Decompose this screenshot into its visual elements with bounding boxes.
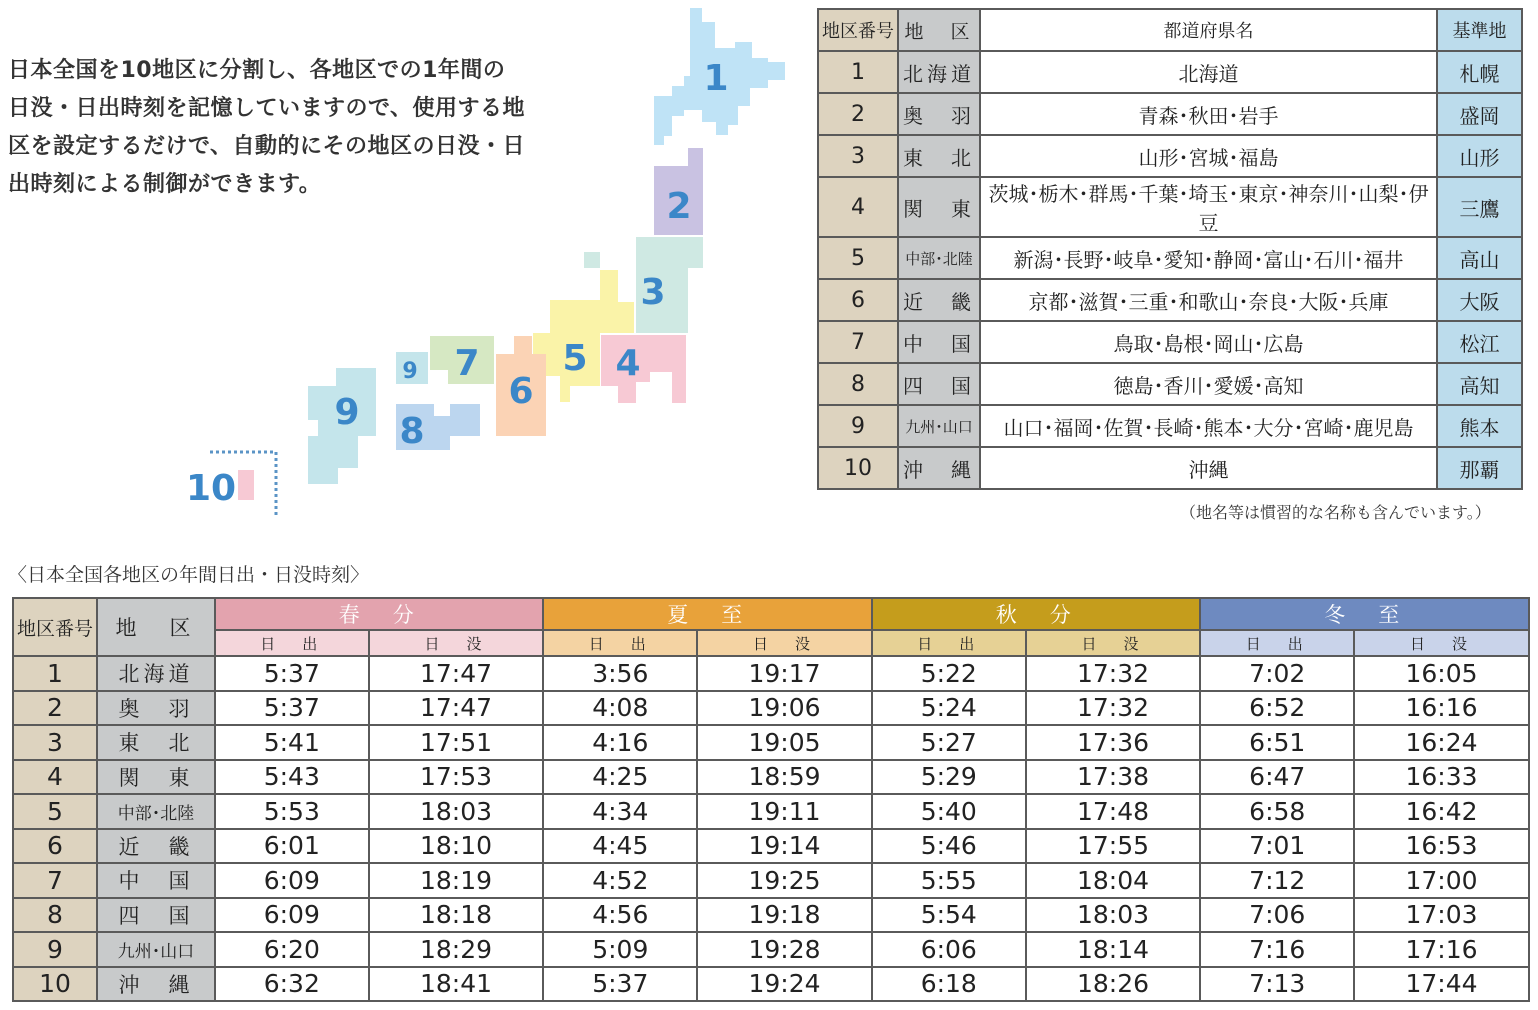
header-summer-sunset: 日 没	[697, 630, 872, 656]
time-autumn-sunset: 18:03	[1026, 898, 1201, 933]
region-number: 10	[818, 447, 898, 489]
time-autumn-sunset: 17:36	[1026, 725, 1201, 760]
time-row	[13, 691, 1529, 726]
time-autumn-sunset: 17:55	[1026, 829, 1201, 864]
region-row	[818, 321, 1522, 363]
header-region-number: 地区番号	[818, 9, 898, 51]
header-spring-equinox: 春 分	[215, 598, 543, 630]
time-row	[13, 760, 1529, 795]
time-region-number: 4	[13, 760, 97, 795]
time-region-number: 6	[13, 829, 97, 864]
map-label-9: 9	[334, 392, 360, 433]
region-reference-city: 山形	[1437, 135, 1522, 177]
time-spring-sunrise: 6:09	[215, 898, 369, 933]
region-number: 7	[818, 321, 898, 363]
time-winter-sunset: 17:16	[1354, 932, 1529, 967]
header-autumn-sunset: 日 没	[1026, 630, 1201, 656]
time-row	[13, 725, 1529, 760]
region-prefectures: 茨城･栃木･群馬･千葉･埼玉･東京･神奈川･山梨･伊豆	[980, 177, 1437, 237]
time-summer-sunrise: 4:34	[543, 794, 697, 829]
time-table-title: 〈日本全国各地区の年間日出・日没時刻〉	[8, 564, 370, 586]
region-prefectures: 徳島･香川･愛媛･高知	[980, 363, 1437, 405]
region-reference-city: 大阪	[1437, 279, 1522, 321]
time-summer-sunset: 19:11	[697, 794, 872, 829]
time-spring-sunrise: 5:53	[215, 794, 369, 829]
time-summer-sunrise: 5:37	[543, 967, 697, 1002]
time-region-number: 2	[13, 691, 97, 726]
region-prefectures: 沖縄	[980, 447, 1437, 489]
time-region-name: 四 国	[97, 898, 215, 933]
time-summer-sunrise: 4:56	[543, 898, 697, 933]
region-prefectures: 山形･宮城･福島	[980, 135, 1437, 177]
time-region-number: 10	[13, 967, 97, 1002]
region-name: 奥 羽	[898, 93, 980, 135]
map-shape-4	[601, 335, 686, 403]
region-reference-city: 松江	[1437, 321, 1522, 363]
time-spring-sunset: 18:03	[369, 794, 544, 829]
map-region-9	[308, 368, 376, 484]
time-spring-sunrise: 6:09	[215, 863, 369, 898]
region-table	[817, 8, 1523, 490]
time-winter-sunset: 17:44	[1354, 967, 1529, 1002]
region-number: 2	[818, 93, 898, 135]
header-region-name: 地 区	[97, 598, 215, 656]
time-region-name: 北海道	[97, 656, 215, 691]
region-prefectures: 青森･秋田･岩手	[980, 93, 1437, 135]
region-prefectures: 新潟･長野･岐阜･愛知･静岡･富山･石川･福井	[980, 237, 1437, 279]
time-region-name: 沖 縄	[97, 967, 215, 1002]
region-row	[818, 177, 1522, 237]
time-winter-sunset: 16:53	[1354, 829, 1529, 864]
time-region-name: 関 東	[97, 760, 215, 795]
time-summer-sunset: 19:24	[697, 967, 872, 1002]
region-name: 九州･山口	[898, 405, 980, 447]
region-prefectures: 鳥取･島根･岡山･広島	[980, 321, 1437, 363]
time-summer-sunset: 19:17	[697, 656, 872, 691]
map-label-6: 6	[508, 371, 534, 412]
region-reference-city: 札幌	[1437, 51, 1522, 93]
region-name: 関 東	[898, 177, 980, 237]
time-spring-sunset: 17:47	[369, 656, 544, 691]
time-winter-sunset: 16:16	[1354, 691, 1529, 726]
time-autumn-sunrise: 5:24	[872, 691, 1026, 726]
time-autumn-sunrise: 6:06	[872, 932, 1026, 967]
time-autumn-sunrise: 5:55	[872, 863, 1026, 898]
header-autumn-sunrise: 日 出	[872, 630, 1026, 656]
map-label-5: 5	[562, 338, 588, 379]
region-number: 3	[818, 135, 898, 177]
region-prefectures: 山口･福岡･佐賀･長崎･熊本･大分･宮崎･鹿児島	[980, 405, 1437, 447]
time-region-name: 中部･北陸	[97, 794, 215, 829]
time-region-name: 東 北	[97, 725, 215, 760]
map-label-4: 4	[615, 343, 641, 384]
region-row	[818, 363, 1522, 405]
time-row	[13, 898, 1529, 933]
region-row	[818, 51, 1522, 93]
sunrise-sunset-table	[12, 597, 1530, 1002]
time-spring-sunrise: 5:43	[215, 760, 369, 795]
time-summer-sunrise: 4:08	[543, 691, 697, 726]
time-summer-sunset: 19:14	[697, 829, 872, 864]
region-row	[818, 279, 1522, 321]
region-name: 四 国	[898, 363, 980, 405]
time-autumn-sunset: 18:14	[1026, 932, 1201, 967]
time-spring-sunrise: 6:01	[215, 829, 369, 864]
intro-text: 日本全国を10地区に分割し、各地区での1年間の 日没・日出時刻を記憶していますので、使用する地 区を設定するだけで、自動的にその地区の日没・日 出時刻による制御ができます。	[8, 58, 526, 197]
region-reference-city: 三鷹	[1437, 177, 1522, 237]
map-region-8	[396, 404, 480, 452]
time-winter-sunset: 16:33	[1354, 760, 1529, 795]
region-reference-city: 高知	[1437, 363, 1522, 405]
region-reference-city: 高山	[1437, 237, 1522, 279]
footnote: （地名等は慣習的な名称も含んでいます。）	[1180, 503, 1491, 522]
japan-region-map	[185, 5, 795, 525]
region-name: 沖 縄	[898, 447, 980, 489]
time-autumn-sunrise: 5:22	[872, 656, 1026, 691]
map-label-10: 10	[185, 468, 237, 509]
header-region-number: 地区番号	[13, 598, 97, 656]
region-number: 1	[818, 51, 898, 93]
header-spring-sunrise: 日 出	[215, 630, 369, 656]
time-region-name: 近 畿	[97, 829, 215, 864]
time-region-name: 九州･山口	[97, 932, 215, 967]
time-winter-sunrise: 6:47	[1200, 760, 1354, 795]
time-winter-sunrise: 7:12	[1200, 863, 1354, 898]
region-row	[818, 135, 1522, 177]
time-winter-sunset: 16:42	[1354, 794, 1529, 829]
header-winter-sunset: 日 没	[1354, 630, 1529, 656]
map-region-7	[396, 336, 494, 384]
header-summer-solstice: 夏 至	[543, 598, 871, 630]
time-winter-sunrise: 6:52	[1200, 691, 1354, 726]
region-number: 9	[818, 405, 898, 447]
time-winter-sunrise: 6:58	[1200, 794, 1354, 829]
map-region-4	[601, 335, 686, 403]
time-region-number: 7	[13, 863, 97, 898]
header-winter-solstice: 冬 至	[1200, 598, 1529, 630]
time-region-name: 中 国	[97, 863, 215, 898]
map-region-2	[654, 148, 703, 235]
time-winter-sunset: 17:03	[1354, 898, 1529, 933]
header-reference-city: 基準地	[1437, 9, 1522, 51]
time-summer-sunrise: 4:16	[543, 725, 697, 760]
time-summer-sunrise: 3:56	[543, 656, 697, 691]
map-shape-10	[238, 470, 254, 500]
map-label-1: 1	[703, 58, 729, 99]
time-region-number: 9	[13, 932, 97, 967]
map-label-9-yamaguchi: 9	[402, 359, 418, 384]
region-row	[818, 447, 1522, 489]
time-region-number: 3	[13, 725, 97, 760]
time-summer-sunset: 18:59	[697, 760, 872, 795]
time-summer-sunset: 19:25	[697, 863, 872, 898]
map-label-7: 7	[454, 343, 480, 384]
region-reference-city: 盛岡	[1437, 93, 1522, 135]
time-autumn-sunset: 17:38	[1026, 760, 1201, 795]
region-number: 8	[818, 363, 898, 405]
time-spring-sunrise: 5:37	[215, 691, 369, 726]
map-region-10	[186, 452, 276, 516]
time-region-name: 奥 羽	[97, 691, 215, 726]
time-summer-sunrise: 5:09	[543, 932, 697, 967]
time-spring-sunset: 18:18	[369, 898, 544, 933]
time-winter-sunset: 16:05	[1354, 656, 1529, 691]
region-name: 中部･北陸	[898, 237, 980, 279]
time-spring-sunset: 18:10	[369, 829, 544, 864]
time-autumn-sunset: 17:32	[1026, 691, 1201, 726]
region-number: 6	[818, 279, 898, 321]
region-prefectures: 京都･滋賀･三重･和歌山･奈良･大阪･兵庫	[980, 279, 1437, 321]
region-reference-city: 熊本	[1437, 405, 1522, 447]
region-reference-city: 那覇	[1437, 447, 1522, 489]
time-spring-sunrise: 5:37	[215, 656, 369, 691]
time-autumn-sunset: 17:48	[1026, 794, 1201, 829]
time-autumn-sunset: 18:04	[1026, 863, 1201, 898]
time-region-number: 8	[13, 898, 97, 933]
map-label-2: 2	[666, 186, 692, 227]
region-prefectures: 北海道	[980, 51, 1437, 93]
time-region-number: 5	[13, 794, 97, 829]
time-row	[13, 863, 1529, 898]
map-label-3: 3	[640, 272, 666, 313]
time-winter-sunrise: 7:01	[1200, 829, 1354, 864]
season-header-row	[13, 598, 1529, 630]
time-row	[13, 932, 1529, 967]
region-row	[818, 93, 1522, 135]
header-spring-sunset: 日 没	[369, 630, 544, 656]
time-winter-sunrise: 7:02	[1200, 656, 1354, 691]
time-summer-sunrise: 4:52	[543, 863, 697, 898]
time-summer-sunrise: 4:45	[543, 829, 697, 864]
time-summer-sunset: 19:05	[697, 725, 872, 760]
time-summer-sunset: 19:18	[697, 898, 872, 933]
region-name: 近 畿	[898, 279, 980, 321]
time-winter-sunrise: 7:16	[1200, 932, 1354, 967]
time-winter-sunset: 17:00	[1354, 863, 1529, 898]
time-region-number: 1	[13, 656, 97, 691]
time-autumn-sunrise: 5:29	[872, 760, 1026, 795]
sub-header-row	[13, 630, 1529, 656]
header-prefectures: 都道府県名	[980, 9, 1437, 51]
time-winter-sunrise: 7:13	[1200, 967, 1354, 1002]
time-spring-sunset: 18:19	[369, 863, 544, 898]
header-region-name: 地 区	[898, 9, 980, 51]
time-row	[13, 829, 1529, 864]
region-table-header	[818, 9, 1522, 51]
region-row	[818, 237, 1522, 279]
header-winter-sunrise: 日 出	[1200, 630, 1354, 656]
region-number: 4	[818, 177, 898, 237]
region-name: 中 国	[898, 321, 980, 363]
time-winter-sunrise: 7:06	[1200, 898, 1354, 933]
time-spring-sunset: 17:51	[369, 725, 544, 760]
map-label-8: 8	[399, 411, 425, 452]
time-summer-sunrise: 4:25	[543, 760, 697, 795]
region-row	[818, 405, 1522, 447]
time-summer-sunset: 19:06	[697, 691, 872, 726]
region-name: 北海道	[898, 51, 980, 93]
time-autumn-sunrise: 5:54	[872, 898, 1026, 933]
map-region-1	[654, 8, 785, 145]
time-autumn-sunset: 18:26	[1026, 967, 1201, 1002]
header-summer-sunrise: 日 出	[543, 630, 697, 656]
time-autumn-sunset: 17:32	[1026, 656, 1201, 691]
time-row	[13, 967, 1529, 1002]
time-winter-sunset: 16:24	[1354, 725, 1529, 760]
time-spring-sunrise: 5:41	[215, 725, 369, 760]
time-spring-sunset: 18:41	[369, 967, 544, 1002]
time-spring-sunset: 17:53	[369, 760, 544, 795]
region-name: 東 北	[898, 135, 980, 177]
time-autumn-sunrise: 5:40	[872, 794, 1026, 829]
time-row	[13, 794, 1529, 829]
map-island-sado	[584, 252, 600, 268]
time-winter-sunrise: 6:51	[1200, 725, 1354, 760]
time-autumn-sunrise: 6:18	[872, 967, 1026, 1002]
time-spring-sunrise: 6:32	[215, 967, 369, 1002]
time-spring-sunrise: 6:20	[215, 932, 369, 967]
time-summer-sunset: 19:28	[697, 932, 872, 967]
region-number: 5	[818, 237, 898, 279]
time-row	[13, 656, 1529, 691]
time-autumn-sunrise: 5:46	[872, 829, 1026, 864]
header-autumn-equinox: 秋 分	[872, 598, 1200, 630]
time-spring-sunset: 18:29	[369, 932, 544, 967]
time-spring-sunset: 17:47	[369, 691, 544, 726]
time-autumn-sunrise: 5:27	[872, 725, 1026, 760]
